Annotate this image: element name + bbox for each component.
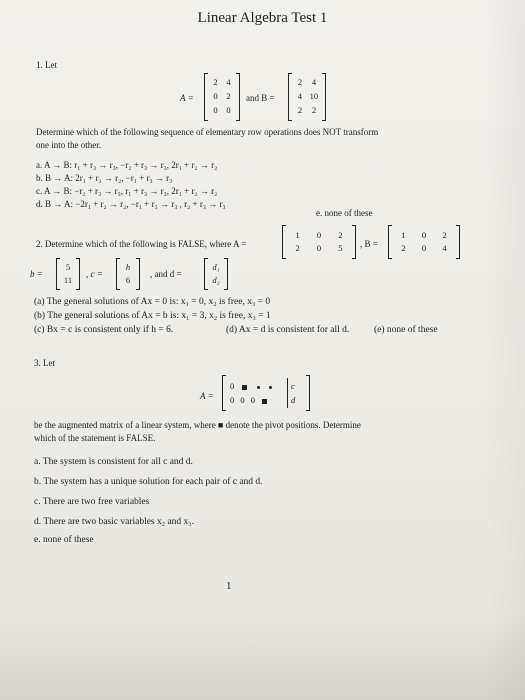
matrix-cell: 5 [338,243,343,253]
q1-b-label: and B = [246,93,275,103]
q1-option-d: d. B → A: −2r₁ + r₂ → r₂, −r₁ + r₃ → r₃ , r₂ + r₃ → r₃ [36,199,226,209]
matrix-cell: 4 [311,77,317,87]
matrix-cell: 2 [297,105,303,115]
matrix-cell: 11 [63,275,73,285]
q2-vector-d [204,259,228,289]
matrix-cell: d [291,395,296,405]
q2-option-d: (d) Ax = d is consistent for all d. [226,325,350,335]
q3-augmented-matrix [222,376,310,410]
q2-matrix-a [282,226,356,258]
matrix-cell: 4 [442,243,447,253]
matrix-cell: d₁ [212,262,220,272]
q1-option-a: a. A → B: r₁ + r₃ → r₃, −r₂ + r₃ → r₃, 2r₁ + r₂ → r₂ [36,160,218,170]
q1-number: 1. Let [36,60,57,70]
matrix-cell: c [291,381,295,391]
matrix-cell: h [125,262,131,272]
q1-matrix-a [204,74,240,120]
paper-shadow [485,0,525,700]
star-entry-icon [269,386,272,389]
page-title: Linear Algebra Test 1 [197,10,328,26]
augment-bar [287,378,288,408]
q2-vector-d-label: , and d = [150,269,182,279]
q2-vector-c [116,259,140,289]
q2-option-a: (a) The general solutions of Ax = 0 is: x₁ = 0, x₂ is free, x₃ = 0 [34,297,271,307]
q2-prompt: 2. Determine which of the following is FALSE, where A = [36,239,247,249]
matrix-cell: 0 [213,105,218,115]
q2-vector-c-label: , c = [86,269,103,279]
page-number: 1 [226,580,232,592]
q2-option-b: (b) The general solutions of Ax = b is: x₁ = 3, x₂ is free, x₃ = 1 [34,311,271,321]
q2-b-matrix-label: , B = [360,239,378,249]
matrix-cell: 0 [421,230,427,240]
matrix-cell: 0 [240,395,245,405]
matrix-cell: 1 [401,230,406,240]
matrix-cell: 2 [297,77,303,87]
matrix-cell: 2 [401,243,406,253]
pivot-square-icon [262,399,267,404]
matrix-cell: 0 [316,230,322,240]
matrix-cell: 0 [230,395,235,405]
q1-option-e: e. none of these [316,208,373,218]
q3-option-e: e. none of these [34,535,94,545]
q1-option-b: b. B → A: 2r₁ + r₂ → r₂, −r₁ + r₃ → r₃ [36,173,173,183]
q3-option-a: a. The system is consistent for all c and d. [34,457,193,467]
matrix-cell: 2 [338,230,343,240]
q3-a-label: A = [200,391,214,401]
matrix-cell: 2 [213,77,218,87]
q3-desc-line1: be the augmented matrix of a linear system, where ■ denote the pivot positions. Determine [34,420,361,430]
matrix-cell: 1 [295,230,300,240]
q1-option-c: c. A → B: −r₂ + r₃ → r₃, r₁ + r₃ → r₃, 2r₁ + r₂ → r₂ [36,186,218,196]
matrix-cell: 2 [311,105,317,115]
matrix-cell: 2 [295,243,300,253]
matrix-row-2 [230,395,267,405]
q3-option-d: d. There are two basic variables x₂ and x₃. [34,517,194,527]
matrix-cell: 0 [213,91,218,101]
q3-number: 3. Let [34,358,55,368]
matrix-cell: 4 [297,91,302,101]
paper-shadow-bottom [0,610,525,700]
q2-matrix-b [388,226,460,258]
q2-vector-b [56,259,80,289]
matrix-cell: 6 [125,275,131,285]
matrix-cell: 0 [226,105,231,115]
q3-option-c: c. There are two free variables [34,497,150,507]
q2-option-e: (e) none of these [374,325,438,335]
matrix-cell: 2 [442,230,447,240]
matrix-row-1 [230,381,272,391]
matrix-cell: 2 [226,91,231,101]
star-entry-icon [257,386,260,389]
pivot-square-icon [242,385,247,390]
matrix-cell: d₂ [212,275,220,285]
q2-option-c: (c) Bx = c is consistent only if h = 6. [34,325,174,335]
matrix-cell: 4 [226,77,231,87]
matrix-cell: 10 [309,91,319,101]
matrix-cell: 0 [250,395,255,405]
matrix-cell: 0 [421,243,427,253]
q1-a-label: A = [180,93,194,103]
q3-desc-line2: which of the statement is FALSE. [34,433,156,443]
q3-option-b: b. The system has a unique solution for each pair of c and d. [34,477,263,487]
q1-prompt-line2: one into the other. [36,140,101,150]
matrix-cell: 0 [230,381,235,391]
q1-matrix-b [288,74,326,120]
matrix-cell: 5 [65,262,71,272]
q2-vector-b-label: b = [30,269,43,279]
q1-prompt-line1: Determine which of the following sequence of elementary row operations does NOT transform [36,127,379,137]
matrix-cell: 0 [316,243,322,253]
